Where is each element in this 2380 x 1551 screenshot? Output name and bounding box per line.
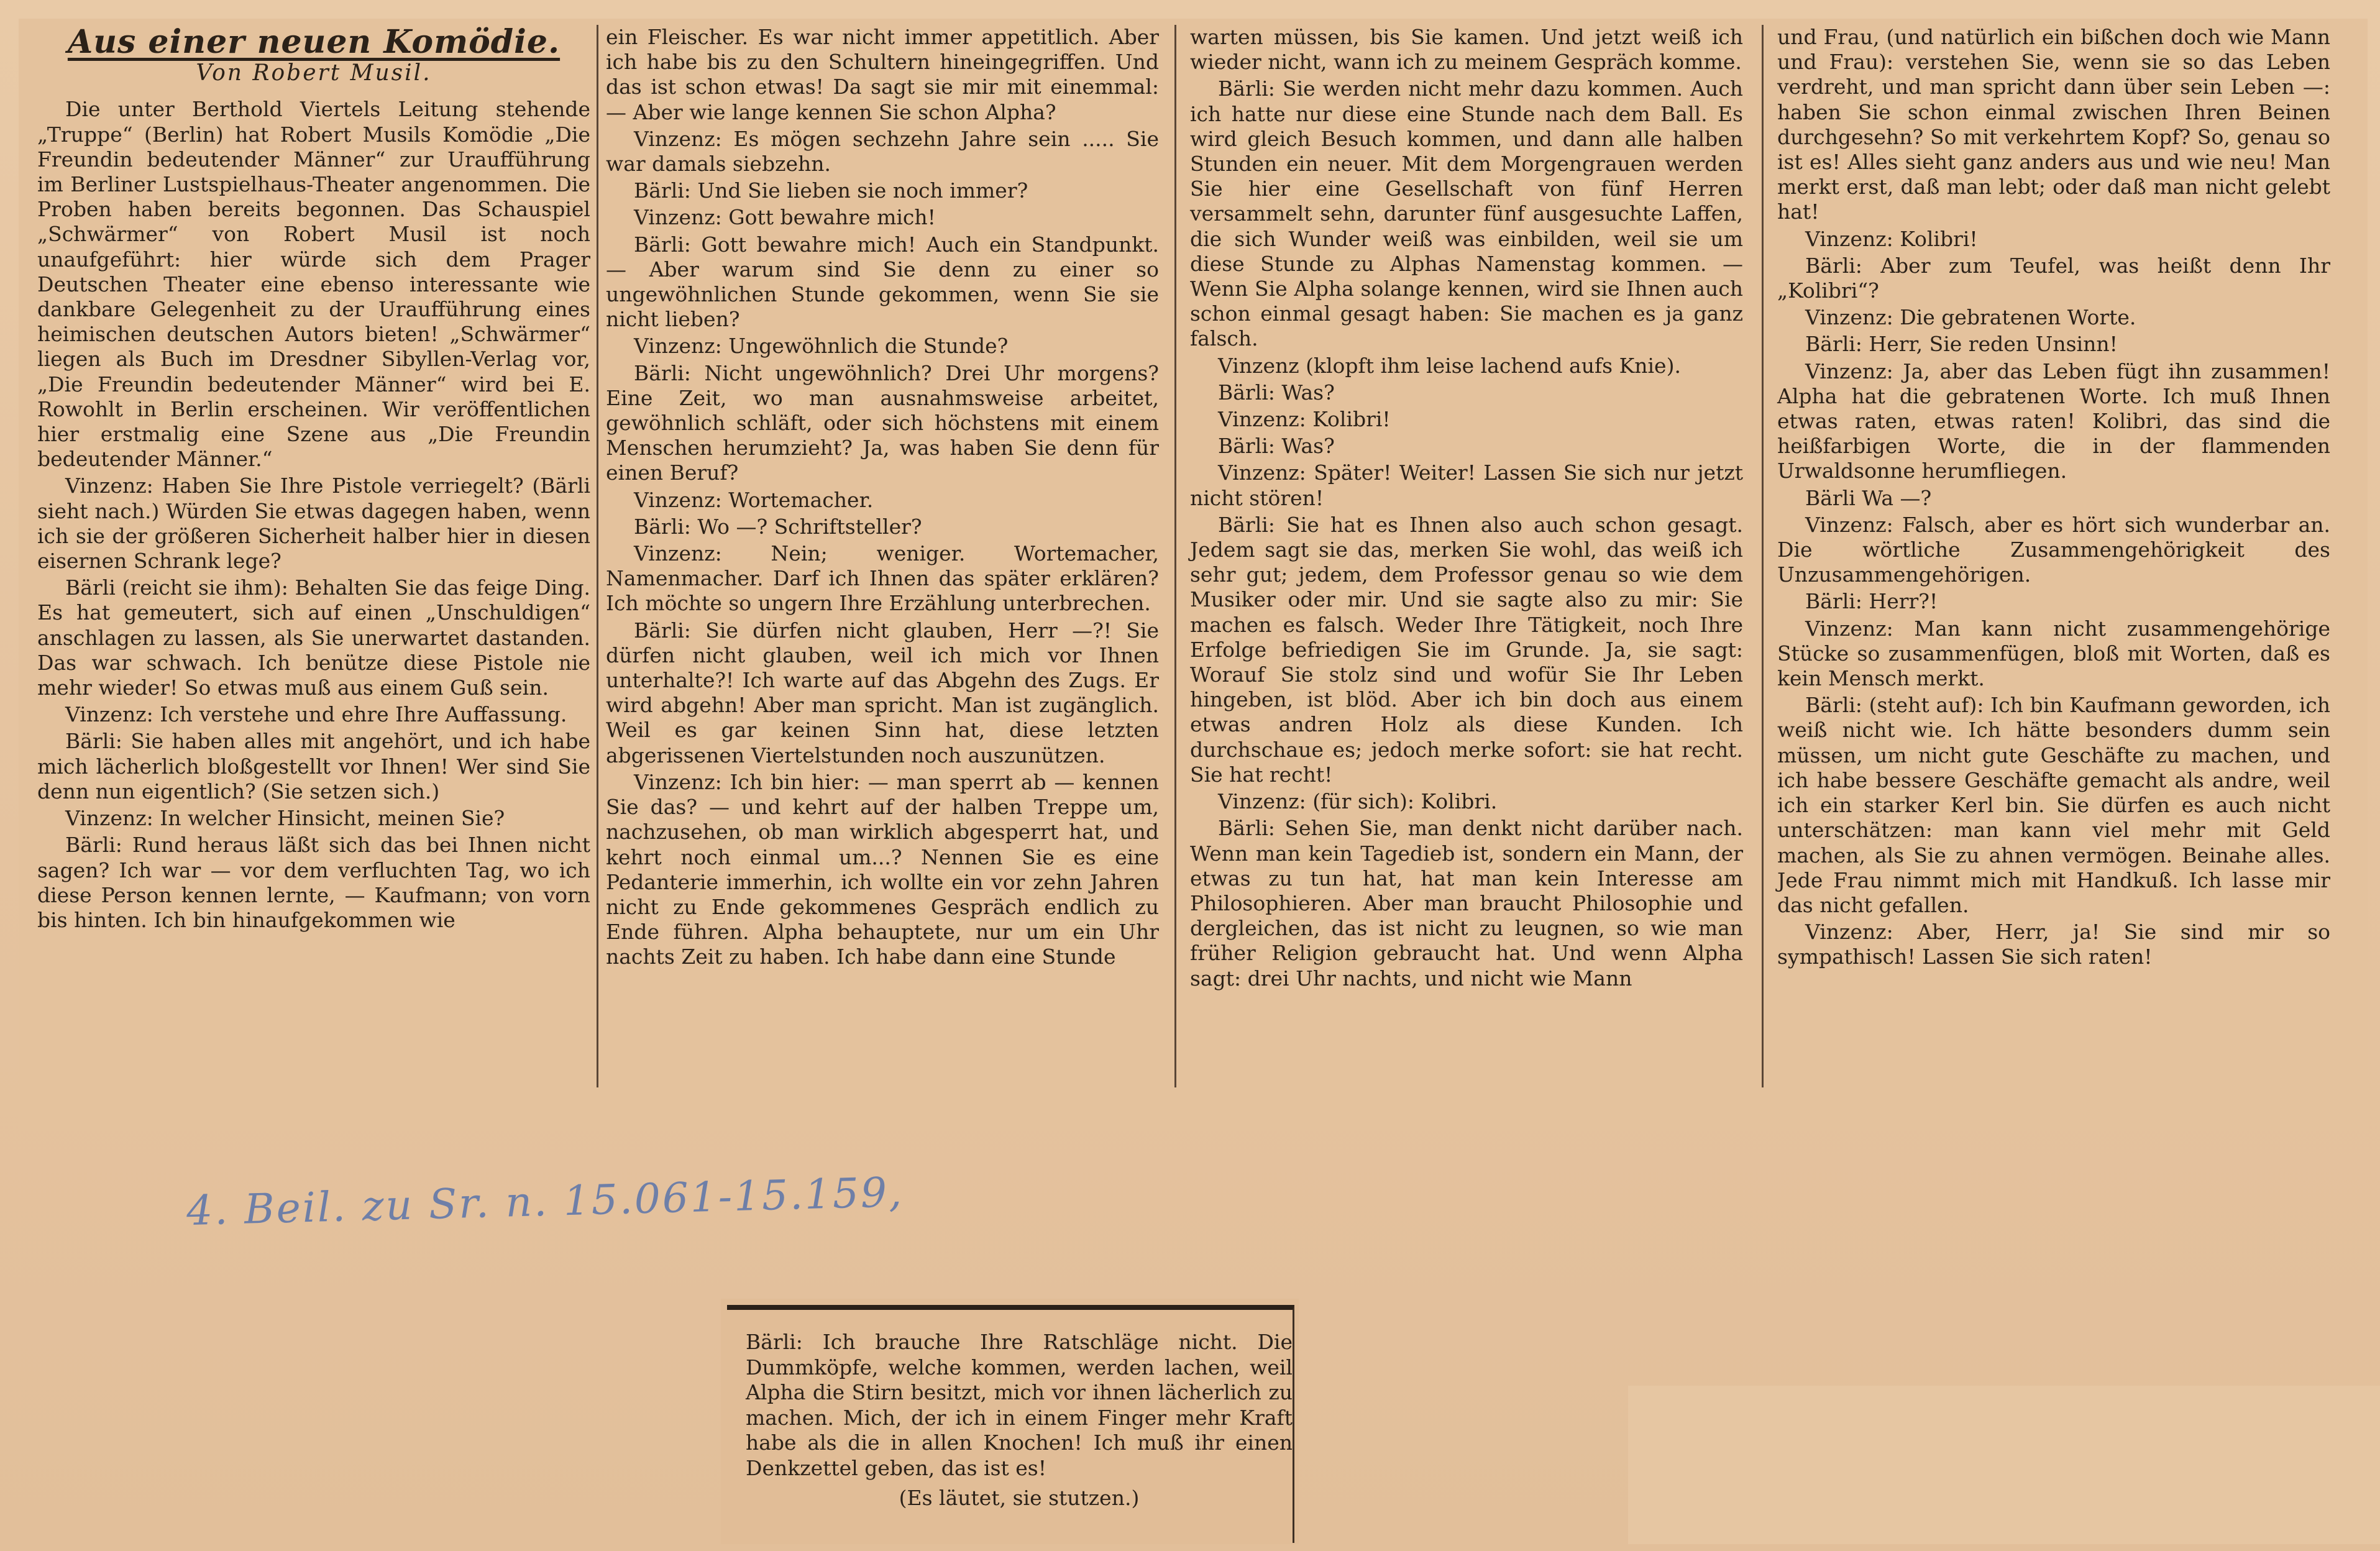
paragraph: Bärli: Herr, Sie reden Unsinn! [1805,332,2118,357]
paragraph: Vinzenz: Ich bin hier: — man sperrt ab — kennen Sie das? — und kehrt auf der halben Treppe um, nachzusehen, ob man wirklich abgesperrt hat, und kehrt noch einmal um...? Nennen Sie es eine Pedanterie immerhin, ich wollte ein vor zehn Jahren nicht zu Ende gekommenes Gespräch endlich zu Ende führen. Alpha behauptete, nur um ein Uhr nachts Zeit zu haben. Ich habe dann eine Stunde [606,769,1159,969]
paragraph: Vinzenz: (für sich): Kolibri. [1218,789,1498,814]
column-rule [597,25,598,1087]
paragraph: Vinzenz: Kolibri! [1218,407,1391,432]
column-rule [1174,25,1176,1087]
paragraph: Bärli: Was? [1218,434,1335,459]
paragraph: Bärli: Herr?! [1805,589,1938,614]
paragraph: Bärli: Sie werden nicht mehr dazu kommen. Auch ich hatte nur diese eine Stunde nach dem Ball. Es wird gleich Besuch kommen, und dann alle halben Stunden ein neuer. Mit dem Morgengrauen werden Sie hier eine Gesellschaft von fünf Herren versammelt sehn, darunter fünf ausgesuchte Laffen, die sich Wunder weiß was einbilden, weil sie um diese Stunde zu Alphas Namenstag kommen. — Wenn Sie Alpha solange kennen, wird sie Ihnen auch schon einmal gesagt haben: Sie machen es ja ganz falsch. [1190,76,1743,351]
paragraph: Vinzenz: Falsch, aber es hört sich wunderbar an. Die wörtliche Zusammengehörigkeit des Unzusammengehörigen. [1777,512,2330,587]
paragraph: Vinzenz: Gott bewahre mich! [634,205,936,230]
paragraph: Vinzenz: Haben Sie Ihre Pistole verriegelt? (Bärli sieht nach.) Würden Sie etwas dagegen haben, wenn ich sie der größeren Sicherheit halber hier in diesen eisernen Schrank lege? [37,474,590,574]
paragraph: Vinzenz: Ja, aber das Leben fügt ihn zusammen! Alpha hat die gebratenen Worte. Ich muß Ihnen etwas raten, etwas raten! Kolibri, das sind die heißfarbigen Worte, die in der flammenden Urwaldsonne herumfliegen. [1777,359,2330,483]
paragraph: Bärli: Sie dürfen nicht glauben, Herr —?! Sie dürfen nicht glauben, weil ich mich vor Ihnen unterhalte?! Ich warte auf das Abgehn des Zugs. Er wird abgehn! Aber man spricht. Man ist zugänglich. Weil es gar keinen Sinn hat, diese letzten abgerissenen Viertelstunden noch auszunützen. [606,618,1159,767]
paragraph: Bärli: Und Sie lieben sie noch immer? [634,178,1028,203]
paragraph: und Frau, (und natürlich ein bißchen doch wie Mann und Frau): verstehen Sie, wenn sie so das Leben verdreht, und man spricht dann über sein Leben —: haben Sie schon einmal zwischen Ihren Beinen durchgesehn? So mit verkehrtem Kopf? So, genau so ist es! Alles sieht ganz anders aus und wie neu! Man merkt erst, daß man lebt; oder daß man nicht gelebt hat! [1777,25,2330,224]
column-3 [1190,25,1743,993]
handwritten-archive-note: 4. Beil. zu Sr. n. 15.061-15.159, [186,1168,904,1235]
paragraph: Bärli: (steht auf): Ich bin Kaufmann geworden, ich weiß nicht wie. Ich hätte besonders dumm sein müssen, um nicht gute Geschäfte zu machen, und ich habe bessere Geschäfte gemacht als andre, weil ich ein starker Kerl bin. Sie dürfen es auch nicht unterschätzen: man kann viel mehr mit Geld machen, als Sie zu ahnen vermögen. Beinahe alles. Jede Frau nimmt mich mit Handkuß. Ich lasse mir das nicht gefallen. [1777,693,2330,917]
paragraph: Vinzenz: Aber, Herr, ja! Sie sind mir so sympathisch! Lassen Sie sich raten! [1777,920,2330,969]
lower-clipping-text [746,1330,1293,1511]
paragraph: Bärli: Gott bewahre mich! Auch ein Standpunkt. — Aber warum sind Sie denn zu einer so ungewöhnlichen Stunde gekommen, wenn Sie sie nicht lieben? [606,232,1159,332]
stage-direction: (Es läutet, sie stutzen.) [899,1486,1140,1510]
paragraph: Bärli: Sie haben alles mit angehört, und ich habe mich lächerlich bloßgestellt vor Ihnen! Wer sind Sie denn nun eigentlich? (Sie setzen sich.) [37,729,590,803]
paragraph: Vinzenz: In welcher Hinsicht, meinen Sie? [65,806,505,831]
paragraph: Bärli: Wo —? Schriftsteller? [634,514,922,539]
paragraph: Vinzenz: Wortemacher. [634,487,874,512]
paragraph: Bärli: Ich brauche Ihre Ratschläge nicht. Die Dummköpfe, welche kommen, werden lachen, weil Alpha die Stirn besitzt, mich vor ihnen lächerlich zu machen. Mich, der ich in einem Finger mehr Kraft habe als die in allen Knochen! Ich muß ihr einen Denkzettel geben, das ist es! [746,1330,1293,1480]
paragraph: Bärli: Rund heraus läßt sich das bei Ihnen nicht sagen? Ich war — vor dem verfluchten Tag, wo ich diese Person kennen lernte, — Kaufmann; von vorn bis hinten. Ich bin hinaufgekommen wie [37,833,590,932]
paragraph: Bärli (reicht sie ihm): Behalten Sie das feige Ding. Es hat gemeutert, sich auf einen „Unschuldigen“ anschlagen zu lassen, als Sie unerwartet dastanden. Das war schwach. Ich benütze diese Pistole nie mehr wieder! So etwas muß aus einem Guß sein. [37,575,590,700]
paragraph: Bärli Wa —? [1805,485,1932,510]
paragraph: Vinzenz: Es mögen sechzehn Jahre sein ..... Sie war damals siebzehn. [606,126,1159,176]
paragraph: Bärli: Was? [1218,380,1335,405]
paragraph: Vinzenz: Ich verstehe und ehre Ihre Auffassung. [65,702,567,727]
paper-stub [1628,1386,2380,1544]
paragraph: Bärli: Aber zum Teufel, was heißt denn Ihr „Kolibri“? [1777,253,2330,303]
paragraph: Vinzenz: Später! Weiter! Lassen Sie sich nur jetzt nicht stören! [1190,460,1743,510]
paragraph: Vinzenz: Man kann nicht zusammengehörige Stücke so zusammenfügen, bloß mit Worten, daß es kein Mensch merkt. [1777,616,2330,691]
paragraph: Die unter Berthold Viertels Leitung stehende „Truppe“ (Berlin) hat Robert Musils Komödie „Die Freundin bedeutender Männer“ zur Uraufführung im Berliner Lustspielhaus-Theater angenommen. Die Proben haben bereits begonnen. Das Schauspiel „Schwärmer“ von Robert Musil ist noch unaufgeführt: hier würde sich dem Prager Deutschen Theater eine ebenso interessante wie dankbare Gelegenheit zu der Uraufführung eines heimischen deutschen Autors bieten! „Schwärmer“ liegen als Buch im Dresdner Sibyllen-Verlag vor, „Die Freundin bedeutender Männer“ wird bei E. Rowohlt in Berlin erscheinen. Wir veröffentlichen hier erstmalig eine Szene aus „Die Freundin bedeutender Männer.“ [37,97,590,472]
column-1 [37,25,590,935]
column-rule [1762,25,1764,1087]
paragraph: Bärli: Sehen Sie, man denkt nicht darüber nach. Wenn man kein Tagedieb ist, sondern ein Mann, der etwas zu tun hat, hat man kein Interesse am Philosophieren. Aber man braucht Philosophie und dergleichen, das ist nicht zu leugnen, so wie man früher Religion gebraucht hat. Und wenn Alpha sagt: drei Uhr nachts, und nicht wie Mann [1190,816,1743,991]
paragraph: Vinzenz: Ungewöhnlich die Stunde? [634,334,1009,359]
paragraph: Vinzenz: Kolibri! [1805,226,1978,251]
column-4 [1777,25,2330,972]
paragraph: ein Fleischer. Es war nicht immer appetitlich. Aber ich habe bis zu den Schultern hineingegriffen. Und das ist schon etwas! Da sagt sie mir mit einemmal: — Aber wie lange kennen Sie schon Alpha? [606,25,1159,124]
paragraph: Vinzenz: Die gebratenen Worte. [1805,305,2136,330]
column-2 [606,25,1159,972]
article-author: Von Robert Musil. [196,60,432,86]
article-title: Aus einer neuen Komödie. [67,23,561,61]
paragraph: Vinzenz (klopft ihm leise lachend aufs Knie). [1218,353,1681,378]
paragraph: Bärli: Sie hat es Ihnen also auch schon gesagt. Jedem sagt sie das, merken Sie wohl, das weiß ich sehr gut; jedem, dem Professor genau so wie dem Musiker oder mir. Und sie sagte also zu mir: Sie machen es falsch. Weder Ihre Tätigkeit, noch Ihre Erfolge befriedigen Sie im Grunde. Ja, sie sagt: Worauf Sie stolz sind und wofür Sie Ihr Leben hingeben, ist blöd. Aber ich bin doch aus einem etwas andren Holz als diese Kunden. Ich durchschaue es; jedoch merke sofort: sie hat recht. Sie hat recht! [1190,512,1743,787]
paragraph: Vinzenz: Nein; weniger. Wortemacher, Namenmacher. Darf ich Ihnen das später erklären? Ich möchte so ungern Ihre Erzählung unterbrechen. [606,541,1159,616]
paragraph: warten müssen, bis Sie kamen. Und jetzt weiß ich wieder nicht, wann ich zu meinem Gespräch komme. [1190,25,1743,75]
paragraph: Bärli: Nicht ungewöhnlich? Drei Uhr morgens? Eine Zeit, wo man ausnahmsweise arbeitet, gewöhnlich schläft, oder sich höchstens mit einem Menschen herumzieht? Ja, was haben Sie denn für einen Beruf? [606,360,1159,485]
